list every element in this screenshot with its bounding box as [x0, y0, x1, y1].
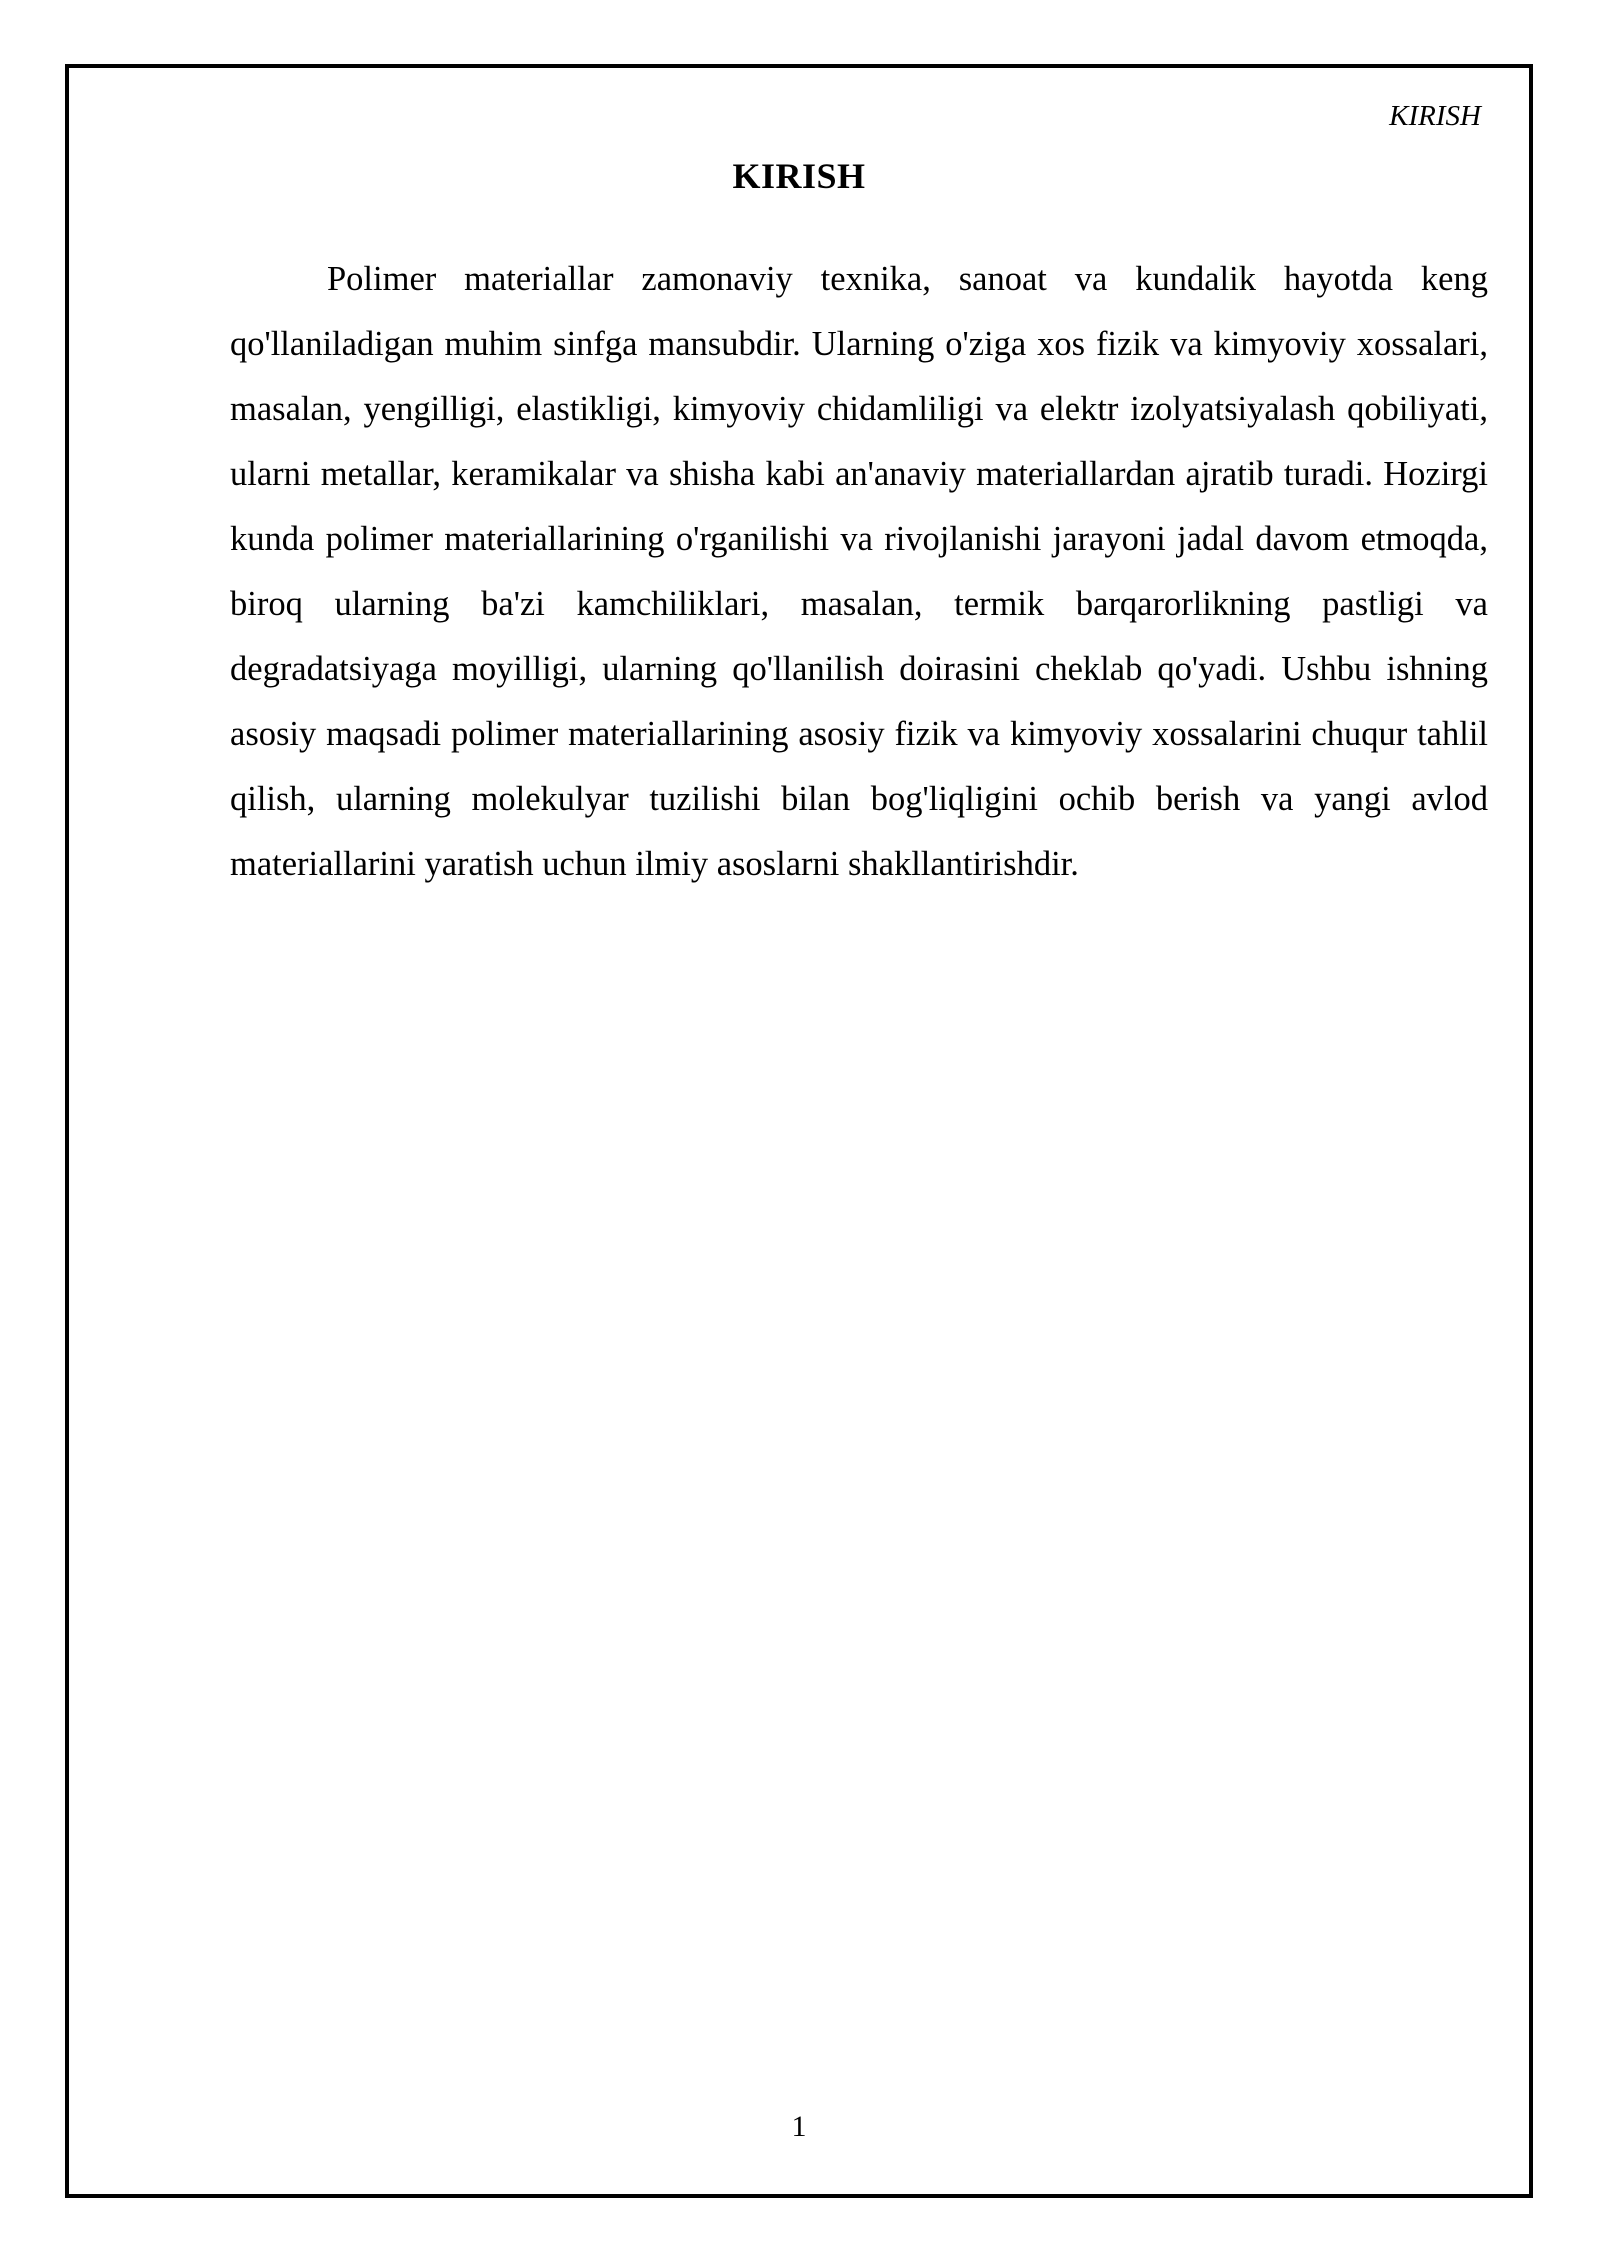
page-border [65, 64, 1533, 2198]
body-paragraph: Polimer materiallar zamonaviy texnika, sanoat va kundalik hayotda keng qo'llaniladigan muhim sinfga mansubdir. Ularning o'ziga xos fizik va kimyoviy xossalari, masalan, yengilligi, elastikligi, kimyoviy chidamliligi va elektr izolyatsiyalash qobiliyati, ularni metallar, keramikalar va shisha kabi an'anaviy materiallardan ajratib turadi. Hozirgi kunda polimer materiallarining o'rganilishi va rivojlanishi jarayoni jadal davom etmoqda, biroq ularning ba'zi kamchiliklari, masalan, termik barqarorlikning pastligi va degradatsiyaga moyilligi, ularning qo'llanilish doirasini cheklab qo'yadi. Ushbu ishning asosiy maqsadi polimer materiallarining asosiy fizik va kimyoviy xossalarini chuqur tahlil qilish, ularning molekulyar tuzilishi bilan bog'liqligini ochib berish va yangi avlod materiallarini yaratish uchun ilmiy asoslarni shakllantirishdir. [230, 260, 1488, 883]
running-header: KIRISH [1389, 100, 1481, 132]
section-title: KIRISH [732, 156, 866, 196]
page-number: 1 [791, 2110, 807, 2143]
